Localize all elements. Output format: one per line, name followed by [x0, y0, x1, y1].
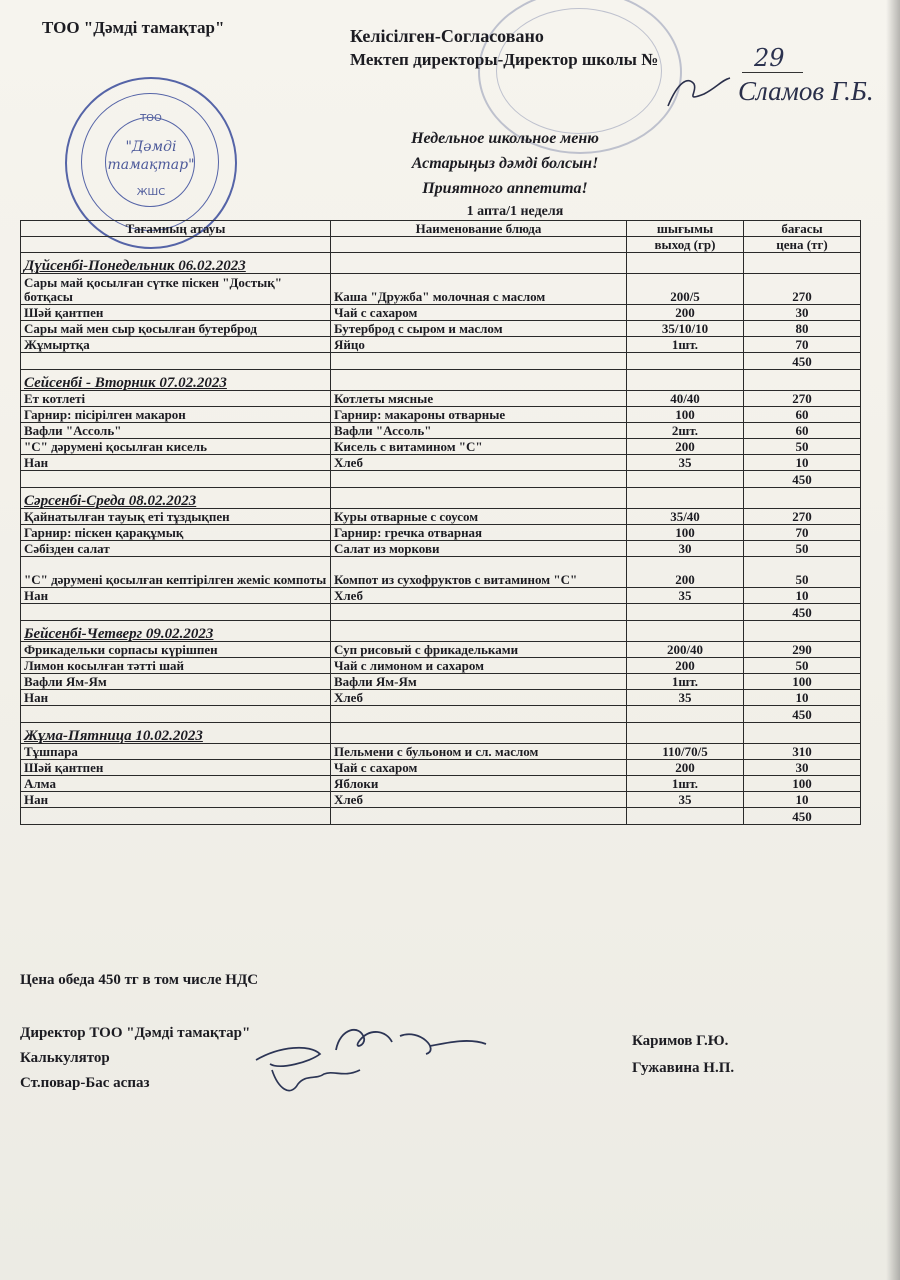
- dish-price: 30: [744, 305, 861, 321]
- empty-cell: [331, 253, 627, 274]
- dish-name-kz: Фрикадельки сорпасы күрішпен: [21, 642, 331, 658]
- day-title: Дүйсенбі-Понедельник 06.02.2023: [21, 253, 331, 274]
- dish-name-ru: Вафли "Ассоль": [331, 423, 627, 439]
- dish-name-kz: Сары май мен сыр қосылған бутерброд: [21, 321, 331, 337]
- dish-price: 50: [744, 541, 861, 557]
- menu-item-row: [21, 274, 861, 305]
- empty-cell: [627, 488, 744, 509]
- dish-price: 10: [744, 792, 861, 808]
- dish-price: 80: [744, 321, 861, 337]
- menu-item-row: [21, 776, 861, 792]
- dish-output: 1шт.: [627, 776, 744, 792]
- empty-cell: [744, 621, 861, 642]
- signer-cook-title: Ст.повар-Бас аспаз: [20, 1075, 150, 1091]
- dish-price: 10: [744, 690, 861, 706]
- empty-cell: [331, 370, 627, 391]
- dish-name-ru: Кисель с витамином "С": [331, 439, 627, 455]
- dish-name-kz: Лимон косылған тәтті шай: [21, 658, 331, 674]
- day-total-row: [21, 706, 861, 723]
- school-number: 29: [742, 44, 803, 73]
- signer-name-2: Гужавина Н.П.: [632, 1060, 735, 1076]
- col-header-empty: [21, 237, 331, 253]
- signer-name-1: Каримов Г.Ю.: [632, 1033, 729, 1049]
- dish-name-ru: Пельмени с бульоном и сл. маслом: [331, 744, 627, 760]
- dish-name-ru: Суп рисовый с фрикадельками: [331, 642, 627, 658]
- empty-cell: [627, 370, 744, 391]
- dish-output: 1шт.: [627, 674, 744, 690]
- dish-name-ru: Каша "Дружба" молочная с маслом: [331, 274, 627, 305]
- dish-name-ru: Салат из моркови: [331, 541, 627, 557]
- empty-cell: [627, 471, 744, 488]
- day-total: 450: [744, 808, 861, 825]
- empty-cell: [21, 706, 331, 723]
- dish-output: 200: [627, 658, 744, 674]
- dish-name-ru: Куры отварные с соусом: [331, 509, 627, 525]
- col-header-kz: Тағамның атауы: [21, 221, 331, 237]
- dish-name-ru: Хлеб: [331, 588, 627, 604]
- dish-output: 30: [627, 541, 744, 557]
- empty-cell: [744, 488, 861, 509]
- dish-name-kz: "С" дәрумені қосылған кептірілген жеміс компоты: [21, 557, 331, 588]
- approval-director-line: Мектеп директоры-Директор школы №: [350, 50, 659, 69]
- menu-item-row: [21, 658, 861, 674]
- dish-output: 35: [627, 588, 744, 604]
- dish-output: 200/5: [627, 274, 744, 305]
- empty-cell: [627, 621, 744, 642]
- week-label: 1 апта/1 неделя: [466, 204, 564, 219]
- dish-price: 60: [744, 407, 861, 423]
- menu-item-row: [21, 588, 861, 604]
- menu-item-row: [21, 541, 861, 557]
- dish-name-ru: Гарнир: макароны отварные: [331, 407, 627, 423]
- menu-item-row: [21, 391, 861, 407]
- col-header-empty: [331, 237, 627, 253]
- day-total-row: [21, 471, 861, 488]
- empty-cell: [744, 370, 861, 391]
- day-title: Сәрсенбі-Среда 08.02.2023: [21, 488, 331, 509]
- empty-cell: [627, 353, 744, 370]
- dish-price: 100: [744, 674, 861, 690]
- dish-output: 200: [627, 557, 744, 588]
- dish-name-kz: Шәй қантпен: [21, 305, 331, 321]
- dish-name-kz: Гарнир: пісірілген макарон: [21, 407, 331, 423]
- dish-name-kz: Вафли Ям-Ям: [21, 674, 331, 690]
- menu-item-row: [21, 455, 861, 471]
- day-total-row: [21, 808, 861, 825]
- dish-name-kz: Шәй қантпен: [21, 760, 331, 776]
- day-title: Жұма-Пятница 10.02.2023: [21, 723, 331, 744]
- day-total-row: [21, 353, 861, 370]
- dish-name-kz: Жұмыртқа: [21, 337, 331, 353]
- dish-price: 310: [744, 744, 861, 760]
- dish-name-ru: Яблоки: [331, 776, 627, 792]
- dish-price: 70: [744, 525, 861, 541]
- empty-cell: [627, 253, 744, 274]
- dish-price: 270: [744, 274, 861, 305]
- dish-output: 35: [627, 455, 744, 471]
- empty-cell: [21, 808, 331, 825]
- menu-item-row: [21, 557, 861, 588]
- menu-item-row: [21, 525, 861, 541]
- menu-subtitle-kz: Астарыңыз дәмді болсын!: [411, 155, 599, 172]
- dish-output: 200/40: [627, 642, 744, 658]
- dish-price: 290: [744, 642, 861, 658]
- table-header-row: [21, 221, 861, 237]
- dish-output: 40/40: [627, 391, 744, 407]
- dish-name-kz: Қайнатылған тауық еті тұздықпен: [21, 509, 331, 525]
- empty-cell: [744, 723, 861, 744]
- dish-name-ru: Хлеб: [331, 690, 627, 706]
- dish-name-ru: Вафли Ям-Ям: [331, 674, 627, 690]
- dish-name-ru: Чай с сахаром: [331, 305, 627, 321]
- dish-name-kz: Нан: [21, 455, 331, 471]
- menu-item-row: [21, 509, 861, 525]
- empty-cell: [331, 353, 627, 370]
- empty-cell: [627, 604, 744, 621]
- dish-name-ru: Гарнир: гречка отварная: [331, 525, 627, 541]
- dish-price: 10: [744, 455, 861, 471]
- day-heading-row: [21, 621, 861, 642]
- day-total: 450: [744, 353, 861, 370]
- dish-price: 50: [744, 439, 861, 455]
- dish-price: 100: [744, 776, 861, 792]
- menu-table: [20, 220, 861, 825]
- director-handwritten-name: Сламов Г.Б.: [738, 76, 874, 106]
- stamp-text-3: тамақтар": [107, 157, 195, 173]
- director-signature: [664, 72, 734, 112]
- empty-cell: [331, 808, 627, 825]
- menu-item-row: [21, 760, 861, 776]
- menu-item-row: [21, 321, 861, 337]
- menu-item-row: [21, 690, 861, 706]
- dish-price: 270: [744, 509, 861, 525]
- dish-name-kz: Вафли "Ассоль": [21, 423, 331, 439]
- dish-price: 10: [744, 588, 861, 604]
- dish-output: 100: [627, 407, 744, 423]
- stamp-text-1: ТОО: [140, 113, 162, 124]
- dish-output: 35/10/10: [627, 321, 744, 337]
- dish-price: 50: [744, 557, 861, 588]
- menu-item-row: [21, 439, 861, 455]
- dish-name-ru: Чай с сахаром: [331, 760, 627, 776]
- dish-output: 200: [627, 760, 744, 776]
- dish-price: 50: [744, 658, 861, 674]
- org-name: ТОО "Дәмді тамақтар": [42, 18, 225, 37]
- dish-output: 100: [627, 525, 744, 541]
- day-total: 450: [744, 471, 861, 488]
- dish-price: 270: [744, 391, 861, 407]
- day-heading-row: [21, 370, 861, 391]
- table-header-row-2: [21, 237, 861, 253]
- stamp-text-4: ЖШС: [136, 187, 166, 198]
- empty-cell: [21, 471, 331, 488]
- empty-cell: [627, 808, 744, 825]
- day-heading-row: [21, 723, 861, 744]
- dish-name-ru: Бутерброд с сыром и маслом: [331, 321, 627, 337]
- dish-name-ru: Яйцо: [331, 337, 627, 353]
- empty-cell: [21, 604, 331, 621]
- day-total: 450: [744, 706, 861, 723]
- dish-name-kz: "С" дәрумені қосылған кисель: [21, 439, 331, 455]
- dish-name-kz: Сары май қосылған сүтке піскен "Достық" ботқасы: [21, 274, 331, 305]
- day-title: Сейсенбі - Вторник 07.02.2023: [21, 370, 331, 391]
- menu-item-row: [21, 744, 861, 760]
- dish-output: 200: [627, 305, 744, 321]
- dish-output: 35/40: [627, 509, 744, 525]
- dish-name-kz: Алма: [21, 776, 331, 792]
- signer-director-title: Директор ТОО "Дәмді тамақтар": [20, 1025, 251, 1041]
- day-total-row: [21, 604, 861, 621]
- menu-item-row: [21, 407, 861, 423]
- col-header-output-ru: выход (гр): [627, 237, 744, 253]
- empty-cell: [331, 488, 627, 509]
- empty-cell: [331, 471, 627, 488]
- menu-item-row: [21, 305, 861, 321]
- menu-item-row: [21, 642, 861, 658]
- empty-cell: [331, 706, 627, 723]
- dish-price: 70: [744, 337, 861, 353]
- empty-cell: [627, 706, 744, 723]
- day-total: 450: [744, 604, 861, 621]
- dish-output: 2шт.: [627, 423, 744, 439]
- dish-output: 1шт.: [627, 337, 744, 353]
- menu-item-row: [21, 423, 861, 439]
- col-header-output-kz: шығымы: [627, 221, 744, 237]
- dish-name-kz: Нан: [21, 588, 331, 604]
- day-heading-row: [21, 488, 861, 509]
- empty-cell: [21, 353, 331, 370]
- price-note: Цена обеда 450 тг в том числе НДС: [20, 972, 259, 988]
- day-heading-row: [21, 253, 861, 274]
- dish-name-kz: Тұшпара: [21, 744, 331, 760]
- dish-name-ru: Хлеб: [331, 792, 627, 808]
- dish-name-kz: Ет котлеті: [21, 391, 331, 407]
- dish-output: 35: [627, 690, 744, 706]
- menu-item-row: [21, 674, 861, 690]
- dish-output: 200: [627, 439, 744, 455]
- dish-name-ru: Компот из сухофруктов с витамином "С": [331, 557, 627, 588]
- dish-name-ru: Хлеб: [331, 455, 627, 471]
- signature-2: [250, 1040, 370, 1110]
- empty-cell: [331, 621, 627, 642]
- approval-heading: Келісілген-Согласовано: [350, 26, 544, 46]
- col-header-price-ru: цена (тг): [744, 237, 861, 253]
- stamp-text-2: "Дәмді: [125, 139, 177, 155]
- dish-output: 35: [627, 792, 744, 808]
- col-header-price-kz: бағасы: [744, 221, 861, 237]
- menu-item-row: [21, 337, 861, 353]
- dish-output: 110/70/5: [627, 744, 744, 760]
- dish-name-ru: Чай с лимоном и сахаром: [331, 658, 627, 674]
- dish-name-kz: Нан: [21, 792, 331, 808]
- menu-title: Недельное школьное меню: [411, 130, 599, 147]
- empty-cell: [744, 253, 861, 274]
- day-title: Бейсенбі-Четверг 09.02.2023: [21, 621, 331, 642]
- col-header-ru: Наименование блюда: [331, 221, 627, 237]
- dish-name-kz: Гарнир: піскен қарақұмық: [21, 525, 331, 541]
- dish-name-kz: Нан: [21, 690, 331, 706]
- menu-item-row: [21, 792, 861, 808]
- dish-name-ru: Котлеты мясные: [331, 391, 627, 407]
- empty-cell: [627, 723, 744, 744]
- dish-price: 60: [744, 423, 861, 439]
- dish-name-kz: Сәбізден салат: [21, 541, 331, 557]
- empty-cell: [331, 723, 627, 744]
- signer-calculator-title: Калькулятор: [20, 1050, 110, 1066]
- menu-subtitle-ru: Приятного аппетита!: [422, 180, 588, 197]
- empty-cell: [331, 604, 627, 621]
- dish-price: 30: [744, 760, 861, 776]
